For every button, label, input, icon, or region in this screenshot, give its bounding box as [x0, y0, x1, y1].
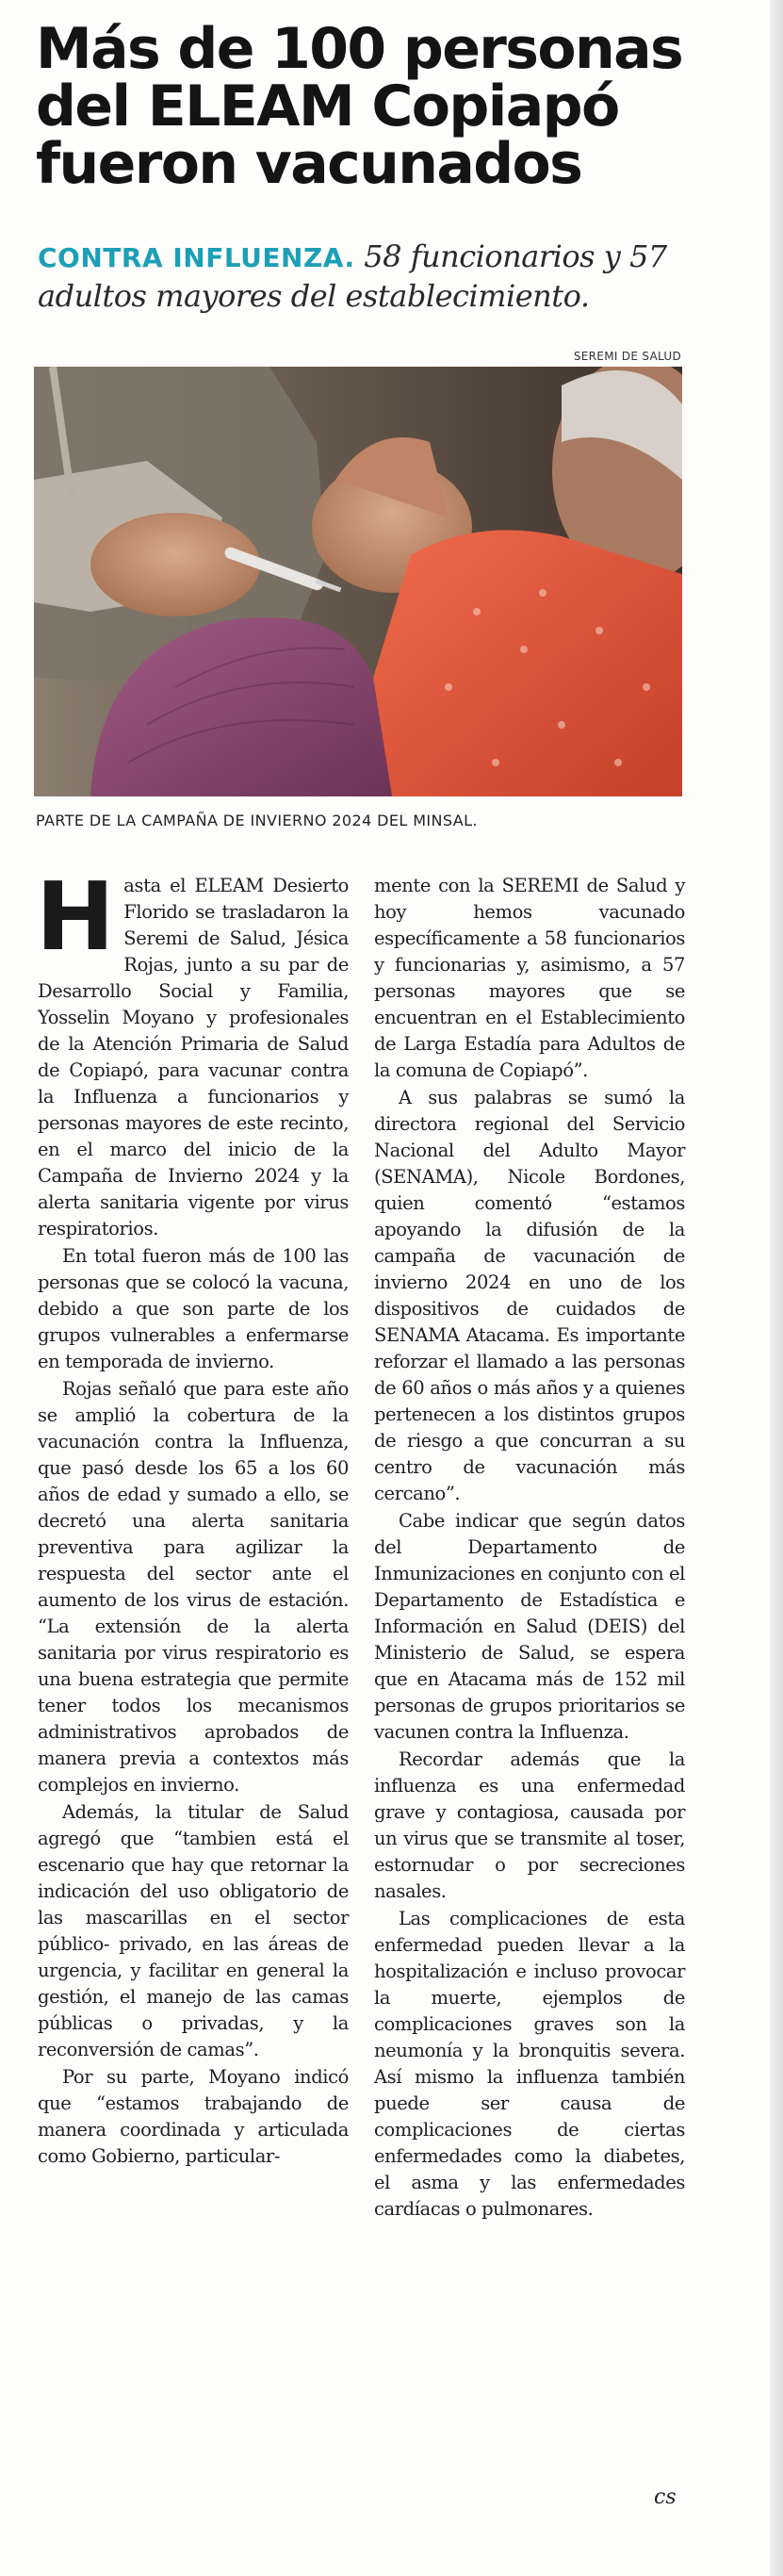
end-of-article-mark: cs [654, 2486, 677, 2509]
deck-text: 58 funcionarios y 57 adultos mayores del establecimiento. [38, 238, 667, 314]
paragraph-4: Además, la titular de Salud agregó que “tambien está el escenario que hay que retornar la indicación del uso obligatorio de las mascarillas en el sector público- privado, en las áreas de urgencia, y facilitar en general la gestión, el manejo de las camas públicas o privadas, y la reconversión de camas”. [38, 1801, 349, 2060]
paragraph-2: En total fueron más de 100 las personas que se colocó la vacuna, debido a que son parte de los grupos vulnerables a enfermarse en temporada de invierno. [38, 1245, 349, 1372]
paragraph-9: Las complicaciones de esta enfermedad pueden llevar a la hospitalización e incluso provocar la muerte, ejemplos de complicaciones graves son la neumonía y la bronquitis severa. Así mismo la influenza también puede ser causa de complicaciones de ciertas enfermedades como la diabetes, el asma y las enfermedades cardíacas o pulmonares. [374, 1908, 685, 2220]
paragraph-3: Rojas señaló que para este año se amplió la cobertura de la vacunación contra la Influenza, que pasó desde los 65 a los 60 años de edad y sumado a ello, se decretó una alerta sanitaria preventiva para agilizar la respuesta del sector ante el aumento de los virus de estación. “La extensión de la alerta sanitaria por virus respiratorio es una buena estrategia que permite tener todos los mecanismos administrativos aprobados de manera previa a contextos más complejos en invierno. [38, 1378, 349, 1796]
vaccination-photo-illustration [34, 367, 682, 796]
paragraph-5-part-1: Por su parte, Moyano indicó que “estamos trabajando de manera coordinada y articulada como Gobierno, particular- [38, 2066, 349, 2167]
article-column-left [36, 861, 349, 2171]
paragraph-1 [36, 861, 349, 1242]
paragraph-5-part-2: mente con la SEREMI de Salud y hoy hemos vacunado específicamente a 58 funcionarios y funcionarias y, asimismo, a 57 personas mayores que se encuentran en el Establecimiento de Larga Estadía para Adultos de la comuna de Copiapó”. [374, 875, 685, 1081]
paragraph-8: Recordar además que la influenza es una enfermedad grave y contagiosa, causada por un virus que se transmite al toser, estornudar o por secreciones nasales. [374, 1748, 685, 1902]
article-column-right [374, 873, 685, 2223]
paragraph-1-text: asta el ELEAM Desierto Florido se trasladaron la Seremi de Salud, Jésica Rojas, junto a su par de Desarrollo Social y Familia, Yosselin Moyano y profesionales de la Atención Primaria de Salud de Copiapó, para vacunar contra la Influenza a funcionarios y personas mayores de este recinto, en el marco del inicio de la Campaña de Invierno 2024 y la alerta sanitaria vigente por virus respiratorios. [38, 875, 349, 1239]
photo-caption: PARTE DE LA CAMPAÑA DE INVIERNO 2024 DEL MINSAL. [36, 812, 478, 829]
article-headline: Más de 100 personas del ELEAM Copiapó fueron vacunados [36, 16, 683, 197]
dropcap: H [36, 861, 115, 972]
paragraph-6: A sus palabras se sumó la directora regional del Servicio Nacional del Adulto Mayor (SENAMA), Nicole Bordones, quien comentó “estamos apoyando la difusión de la campaña de vacunación de invierno 2024 en uno de los dispositivos de cuidados de SENAMA Atacama. Es importante reforzar el llamado a las personas de 60 años o más años y a quienes pertenecen a los distintos grupos de riesgo a que concurran a su centro de vacunación más cercano”. [374, 1087, 685, 1504]
paragraph-7: Cabe indicar que según datos del Departamento de Inmunizaciones en conjunto con el Departamento de Estadística e Información en Salud (DEIS) del Ministerio de Salud, se espera que en Atacama más de 152 mil personas de grupos prioritarios se vacunen contra la Influenza. [374, 1510, 685, 1743]
deck-kicker: CONTRA INFLUENZA. [38, 242, 355, 273]
page-edge-shadow [770, 0, 783, 2576]
photo-credit: SEREMI DE SALUD [573, 350, 681, 363]
article-photo [34, 367, 682, 796]
article-deck [38, 238, 697, 315]
